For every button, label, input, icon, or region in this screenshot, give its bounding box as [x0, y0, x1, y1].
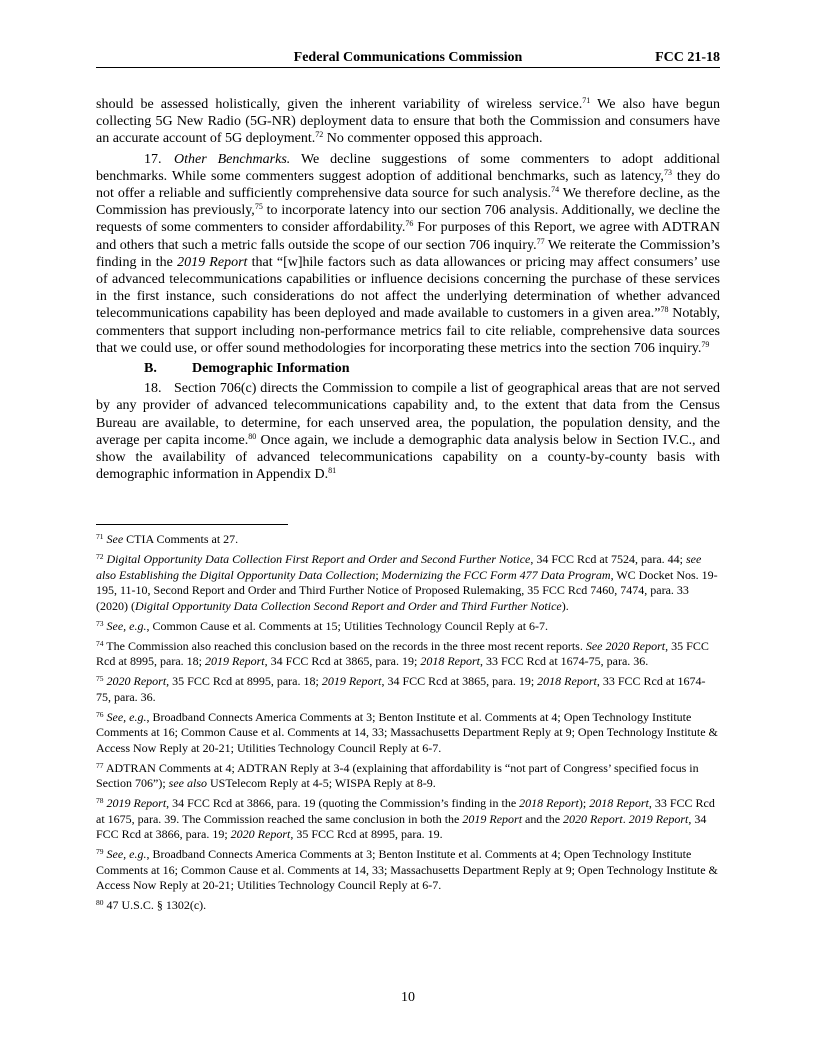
- fn-text: , 33 FCC Rcd at 1674-75, para. 36.: [479, 654, 649, 668]
- fn-italic: See: [106, 532, 124, 546]
- footnote-ref[interactable]: 76: [405, 219, 414, 229]
- fn-italic: See 2020 Report: [585, 638, 666, 653]
- fn-text: The Commission also reached this conclusion based on the records in the three most recent reports.: [103, 638, 586, 653]
- footnote-separator: [96, 524, 288, 525]
- footnote-ref[interactable]: 79: [701, 339, 710, 349]
- footnote-ref[interactable]: 81: [328, 466, 337, 476]
- fn-text: ;: [375, 567, 382, 582]
- footnote-number: 73: [96, 618, 104, 628]
- footnote-72: [96, 552, 720, 614]
- text-run: We therefore decline, as the Commission has previously,: [96, 186, 720, 219]
- body-text: [96, 96, 720, 483]
- footnote-number: 80: [96, 898, 104, 907]
- fn-text: );: [578, 796, 590, 810]
- text-run: Section 706(c) directs the Commission to compile a list of geographical areas that are not served by any provider of advanced telecommunications capability and, to the extent that data from the Census Bureau are available, to determine, for each unserved area, the population, the population density, and the average per capita income.: [96, 381, 720, 448]
- paragraph-18: [96, 380, 720, 483]
- fn-italic: 2019 Report: [204, 654, 265, 668]
- report-citation: 2019 Report: [177, 254, 248, 270]
- footnote-80: [96, 898, 720, 914]
- text-run: We reiterate the Commission’s finding in the: [96, 237, 720, 270]
- paragraph-number: 17.: [144, 151, 162, 167]
- fn-text: CTIA Comments at 27.: [123, 532, 239, 546]
- footnote-ref[interactable]: 73: [663, 167, 672, 177]
- paragraph-number: 18.: [144, 381, 162, 397]
- paragraph-17: [96, 151, 720, 357]
- fn-text: , 34 FCC Rcd at 3866, para. 19 (quoting the Commission’s finding in the: [166, 796, 520, 810]
- fn-text: and the: [522, 811, 564, 826]
- fn-text: ).: [561, 598, 569, 613]
- fn-text: .: [622, 811, 629, 826]
- fn-text: USTelecom Reply at 4-5; WISPA Reply at 8-9.: [206, 776, 436, 790]
- fn-italic: 2020 Report: [230, 827, 291, 841]
- text-run: they do not offer a reliable and sufficiently comprehensive data source for such analysis.: [96, 168, 720, 202]
- fn-italic: Digital Opportunity Data Collection Second Report and Order and Third Further Notice: [135, 598, 562, 613]
- fn-text: , 34 FCC Rcd at 3865, para. 19;: [381, 674, 538, 688]
- fn-text: , 35 FCC Rcd at 8995, para. 19.: [290, 827, 443, 841]
- footnote-number: 77: [96, 760, 104, 770]
- section-title: Demographic Information: [192, 361, 350, 377]
- page-number: 10: [401, 990, 415, 1005]
- text-run: should be assessed holistically, given the inherent variability of wireless service.: [96, 97, 583, 112]
- fn-italic: 2018 Report: [537, 674, 597, 688]
- footnote-71: [96, 532, 720, 548]
- fn-italic: 2019 Report: [106, 796, 167, 810]
- fn-italic: 2019 Report: [628, 811, 689, 826]
- fn-italic: Digital Opportunity Data Collection First Report and Order and Second Further Notice: [106, 552, 531, 566]
- section-letter: B.: [144, 361, 157, 377]
- fn-text: ADTRAN Comments at 4; ADTRAN Reply at 3-4 (explaining that affordability is “not part of Congress’ specified focus in Section 706”);: [96, 760, 699, 790]
- fn-italic: see also Establishing the Digital Opportunity Data Collection: [96, 552, 702, 582]
- footnote-ref[interactable]: 77: [536, 236, 545, 246]
- footnote-number: 75: [96, 674, 104, 683]
- text-run: to incorporate latency into our section 706 analysis. Additionally, we decline the requests of some commenters to consider affordability.: [96, 203, 720, 236]
- footnote-ref[interactable]: 71: [582, 96, 591, 105]
- fn-italic: 2019 Report: [321, 674, 382, 688]
- fn-italic: see also: [168, 776, 207, 790]
- text-run: that “[w]hile factors such as data allowances or pricing may affect consumers’ use of advanced telecommunications capabilities or influence decisions concerning the purchase of these services in the first instance, such considerations do not affect the underlying determination of whether advanced telecommunications capability has been deployed and made available to customers in a given area.”: [96, 254, 720, 322]
- fn-text: , Common Cause et al. Comments at 15; Utilities Technology Council Reply at 6-7.: [146, 618, 549, 633]
- footnote-79: [96, 847, 720, 894]
- fn-italic: 2018 Report: [519, 796, 579, 810]
- fn-italic: 2018 Report: [589, 796, 649, 810]
- fn-italic: See, e.g.: [106, 618, 147, 633]
- footnote-number: 76: [96, 709, 104, 719]
- footnote-78: [96, 796, 720, 843]
- text-run: We decline suggestions of some commenters to adopt additional benchmarks. While some commenters suggest adoption of additional benchmarks, such as latency,: [96, 151, 720, 184]
- fn-text: , 35 FCC Rcd at 8995, para. 18;: [166, 674, 322, 688]
- footnote-ref[interactable]: 74: [551, 185, 560, 195]
- footnote-number: 79: [96, 847, 104, 856]
- fn-italic: 2019 Report: [462, 811, 523, 826]
- footnote-73: [96, 619, 720, 635]
- text-run: Once again, we include a demographic data analysis below in Section IV.C., and show the availability of advanced telecommunications capability on a county-by-county basis with demographic information in Appendix D.: [96, 432, 720, 483]
- fn-italic: Modernizing the FCC Form 477 Data Program: [381, 567, 611, 582]
- page-header: [96, 49, 720, 68]
- fn-italic: 2020 Report: [106, 674, 167, 688]
- footnote-number: 78: [96, 796, 104, 805]
- paragraph-title: Other Benchmarks.: [174, 151, 291, 167]
- fn-text: 47 U.S.C. § 1302(c).: [103, 898, 207, 912]
- fn-text: , 34 FCC Rcd at 7524, para. 44;: [530, 552, 687, 566]
- footnote-74: [96, 639, 720, 670]
- fn-text: , WC Docket Nos. 19-195, 11-10, Second Report and Order and Third Further Notice of Proposed Rulemaking, 35 FCC Rcd 7460, 7474, para. 33 (2020) (: [96, 567, 718, 613]
- fn-text: , 33 FCC Rcd at 1675, para. 39. The Commission reached the same conclusion in both the: [96, 796, 715, 826]
- fn-italic: 2020 Report: [563, 811, 623, 826]
- fn-italic: See, e.g.: [106, 847, 147, 861]
- section-heading: [144, 360, 720, 377]
- fn-text: , 33 FCC Rcd at 1674-75, para. 36.: [96, 674, 706, 704]
- footnote-number: 72: [96, 552, 104, 561]
- footnote-77: [96, 761, 720, 792]
- text-run: No commenter opposed this approach.: [323, 131, 543, 147]
- fn-text: , 35 FCC Rcd at 8995, para. 18;: [96, 638, 709, 668]
- footnote-76: [96, 710, 720, 757]
- paragraph-continuation: [96, 96, 720, 148]
- text-run: Notably, commenters that support including non-performance metrics fail to cite reliable, comprehensive data sources that we could use, or offer sound methodologies for incorporating these metrics into the section 706 inquiry.: [96, 306, 720, 356]
- fn-text: , Broadband Connects America Comments at 3; Benton Institute et al. Comments at 4; Open Technology Institute Comments at 16; Common Cause et al. Comments at 14, 33; Massachusetts Department Reply at 9; Open Technology Institute & Access Now Reply at 20-21; Utilities Technology Council Reply at 6-7.: [96, 847, 718, 892]
- text-run: For purposes of this Report, we agree with ADTRAN and others that such a metric falls outside the scope of our section 706 inquiry.: [96, 220, 721, 253]
- fn-text: , 34 FCC Rcd at 3866, para. 19;: [96, 811, 707, 841]
- footnotes: [96, 532, 720, 918]
- footnote-number: 74: [96, 638, 104, 648]
- document-number: FCC 21-18: [655, 50, 720, 65]
- fn-italic: 2018 Report: [420, 654, 480, 668]
- fn-italic: See, e.g.: [106, 709, 147, 724]
- footnote-ref[interactable]: 78: [660, 305, 669, 315]
- fn-text: , 34 FCC Rcd at 3865, para. 19;: [264, 654, 421, 668]
- footnote-ref[interactable]: 80: [248, 431, 257, 441]
- fn-text: , Broadband Connects America Comments at 3; Benton Institute et al. Comments at 4; Open Technology Institute Comments at 16; Common Cause et al. Comments at 14, 33; Massachusetts Department Reply at 9; Open Technology Institute & Access Now Reply at 20-21; Utilities Technology Council Reply at 6-7.: [96, 709, 718, 755]
- footnote-ref[interactable]: 75: [254, 202, 263, 212]
- text-run: We also have begun collecting 5G New Radio (5G-NR) deployment data to ensure that both the Commission and consumers have an accurate account of 5G deployment.: [96, 97, 721, 147]
- footnote-ref[interactable]: 72: [315, 130, 324, 140]
- agency-name: Federal Communications Commission: [293, 50, 523, 65]
- footnote-75: [96, 674, 720, 705]
- footnote-number: 71: [96, 532, 104, 541]
